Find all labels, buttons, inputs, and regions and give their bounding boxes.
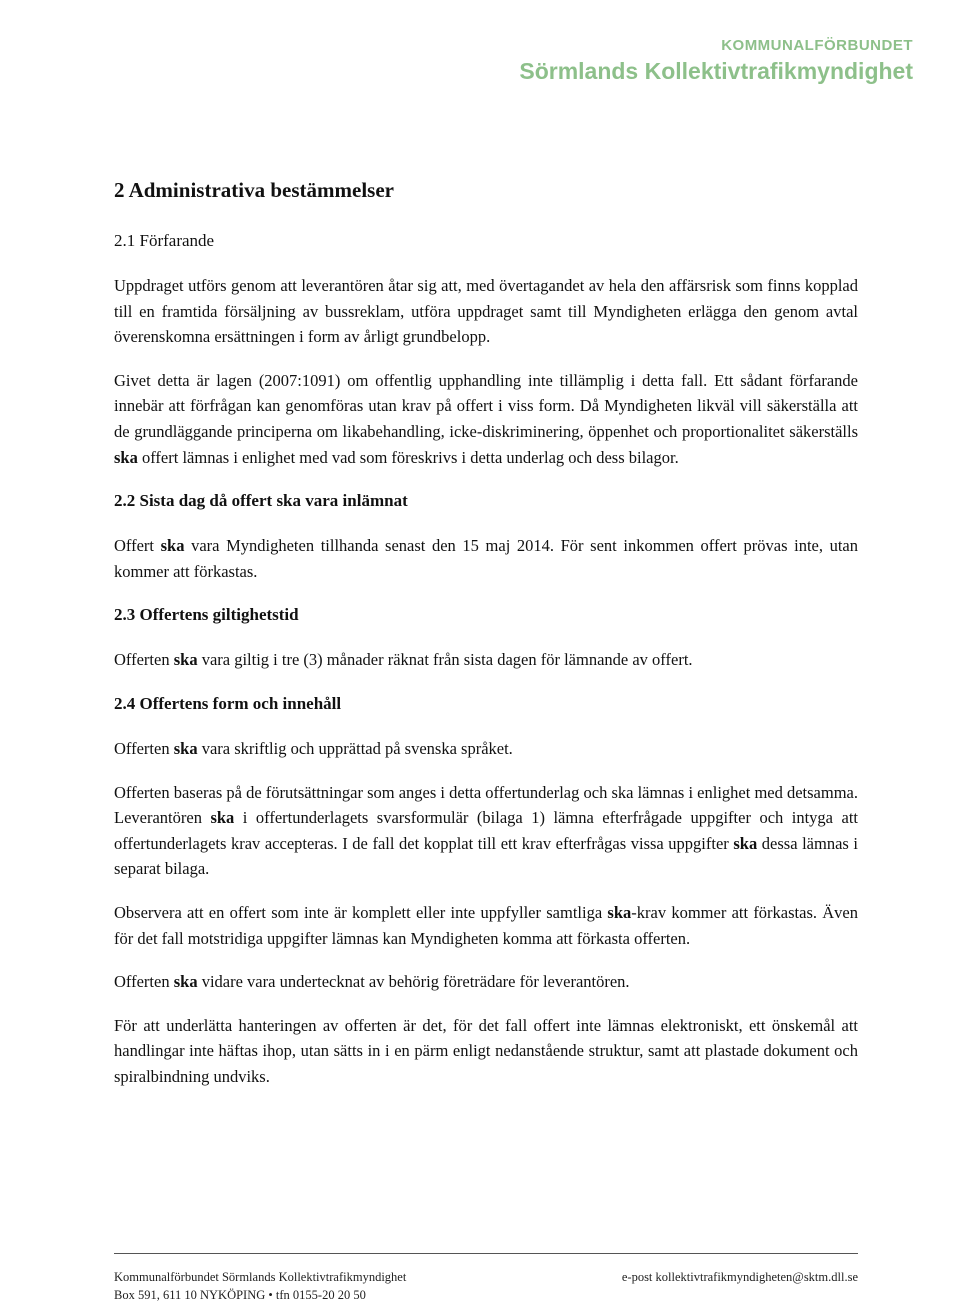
subsection-2-3-paragraph: Offerten ska vara giltig i tre (3) månader räknat från sista dagen för lämnande av offert. xyxy=(114,650,693,670)
subsection-2-4-title: 2.4 Offertens form och innehåll xyxy=(114,693,342,713)
subsection-2-4-paragraph-2: Offerten baseras på de förutsättningar som anges i detta offertunderlag och ska lämnas i enlighet med detsamma. Leverantören ska i offertunderlagets svarsformulär (bilaga 1) lämna efterfrågade uppgifter och intyga att offertunderlagets krav accepteras. I de fall det kopplat till ett krav efterfrågas vissa uppgifter ska dessa lämnas i separat bilaga. xyxy=(114,782,858,879)
subsection-2-1-title: 2.1 Förfarande xyxy=(114,231,215,250)
logo-line-1: KOMMUNALFÖRBUNDET xyxy=(721,37,913,54)
document-body xyxy=(114,176,858,1089)
footer-divider xyxy=(114,1253,858,1254)
footer-organization: Kommunalförbundet Sörmlands Kollektivtrafikmyndighet xyxy=(114,1270,407,1284)
page-footer xyxy=(114,1268,858,1304)
footer-address: Box 591, 611 10 NYKÖPING • tfn 0155-20 20 50 xyxy=(114,1288,366,1302)
subsection-2-4-paragraph-3: Observera att en offert som inte är komplett eller inte uppfyller samtliga ska-krav kommer att förkastas. Även för det fall motstridiga uppgifter lämnas kan Myndigheten komma att förkasta offerten. xyxy=(114,902,858,948)
subsection-2-4-paragraph-5: För att underlätta hanteringen av offerten är det, för det fall offert inte lämnas elektroniskt, ett önskemål att handlingar inte häftas ihop, utan sätts in i en pärm enligt nedanstående struktur, samt att plastade dokument och spiralbindning undviks. xyxy=(114,1015,858,1086)
logo-line-2: Sörmlands Kollektivtrafikmyndighet xyxy=(519,58,913,84)
subsection-2-2-title: 2.2 Sista dag då offert ska vara inlämnat xyxy=(114,491,408,511)
subsection-2-3-title: 2.3 Offertens giltighetstid xyxy=(114,605,299,625)
footer-email: e-post kollektivtrafikmyndigheten@sktm.dll.se xyxy=(621,1270,858,1284)
subsection-2-4-paragraph-4: Offerten ska vidare vara undertecknat av behörig företrädare för leverantören. xyxy=(114,972,630,992)
subsection-2-1-paragraph-2: Givet detta är lagen (2007:1091) om offentlig upphandling inte tillämplig i detta fall. Ett sådant förfarande innebär att förfrågan kan genomföras utan krav på offert i viss form. Då Myndigheten likväl vill säkerställa att de grundläggande principerna om likabehandling, icke-diskriminering, öppenhet och proportionalitet säkerställs ska offert lämnas i enlighet med vad som föreskrivs i detta underlag och dess bilagor. xyxy=(114,370,858,467)
subsection-2-1-paragraph-1: Uppdraget utförs genom att leverantören åtar sig att, med övertagandet av hela den affärsrisk som finns kopplad till en framtida försäljning av bussreklam, utföra uppdraget samt till Myndigheten erlägga den genom avtal överenskomna ersättningen i form av årligt grundbelopp. xyxy=(114,276,858,347)
subsection-2-2-paragraph: Offert ska vara Myndigheten tillhanda senast den 15 maj 2014. För sent inkommen offert prövas inte, utan kommer att förkastas. xyxy=(114,536,858,581)
section-title: 2 Administrativa bestämmelser xyxy=(114,178,394,202)
organization-logo xyxy=(519,38,913,83)
subsection-2-4-paragraph-1: Offerten ska vara skriftlig och upprättad på svenska språket. xyxy=(114,738,513,758)
